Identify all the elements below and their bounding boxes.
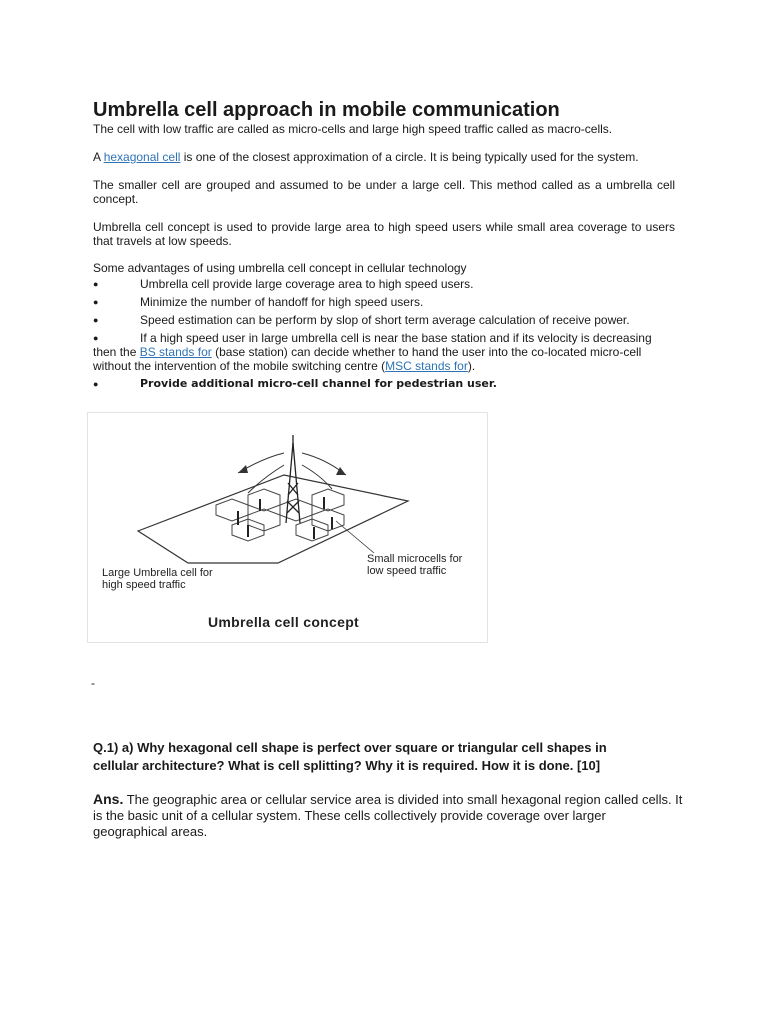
paragraph-hexagonal — [93, 150, 675, 164]
bullet4-part3: ). — [467, 359, 476, 373]
list-item-text: Umbrella cell provide large coverage area to high speed users. — [140, 277, 474, 291]
list-item — [93, 331, 675, 373]
paragraph-umbrella-grouping: The smaller cell are grouped and assumed to be under a large cell. This method called as a umbrella cell concept. — [93, 178, 675, 206]
label-small-microcells-line1: Small microcells for — [367, 553, 463, 565]
advantages-intro: Some advantages of using umbrella cell concept in cellular technology — [93, 261, 467, 275]
umbrella-cell-figure — [87, 412, 488, 643]
list-item — [93, 295, 675, 309]
list-item-text: Speed estimation can be perform by slop of short term average calculation of receive power. — [140, 313, 630, 327]
label-large-umbrella-cell — [102, 567, 213, 591]
bs-stands-for-link[interactable]: BS stands for — [139, 345, 212, 359]
bullet4-part1: If a high speed user in large umbrella cell is near the base station and if its velocity is decreasing then the — [93, 331, 652, 359]
list-item-text: Provide additional micro-cell channel for pedestrian user. — [140, 377, 497, 390]
list-item — [93, 313, 675, 327]
bullet-icon: ● — [93, 297, 99, 307]
list-item — [93, 277, 675, 291]
list-item — [93, 377, 675, 391]
bullet-icon: ● — [93, 333, 99, 343]
separator-dash: - — [91, 676, 95, 690]
label-large-umbrella-cell-line2: high speed traffic — [102, 579, 186, 591]
label-small-microcells-line2: low speed traffic — [367, 565, 447, 577]
document-body — [93, 98, 675, 395]
bullet-icon: ● — [93, 379, 99, 389]
page-title: Umbrella cell approach in mobile communication — [93, 99, 560, 121]
bullet4-part2: (base station) can decide whether to hand the user into the co-located micro-cell without the intervention of the mobile switching centre ( — [93, 345, 642, 373]
msc-stands-for-link[interactable]: MSC stands for — [385, 359, 468, 373]
list-item-text: Minimize the number of handoff for high speed users. — [140, 295, 424, 309]
paragraph-hexagonal-suffix: is one of the closest approximation of a circle. It is being typically used for the system. — [180, 150, 639, 164]
label-small-microcells — [367, 553, 462, 577]
paragraph-umbrella-usage: Umbrella cell concept is used to provide large area to high speed users while small area coverage to users that travels at low speeds. — [93, 220, 675, 248]
label-large-umbrella-cell-line1: Large Umbrella cell for — [102, 567, 213, 579]
list-item-text — [93, 331, 675, 373]
bullet-icon: ● — [93, 279, 99, 289]
advantages-list — [93, 277, 675, 391]
question-heading: Q.1) a) Why hexagonal cell shape is perfect over square or triangular cell shapes in cellular architecture? What is cell splitting? Why it is required. How it is done. [10] — [93, 740, 607, 773]
hexagonal-cell-link[interactable]: hexagonal cell — [103, 150, 181, 164]
bullet-icon: ● — [93, 315, 99, 325]
answer-paragraph — [93, 791, 683, 840]
umbrella-cell-diagram — [88, 413, 487, 642]
paragraph-cells-intro: The cell with low traffic are called as micro-cells and large high speed traffic called as macro-cells. — [93, 122, 613, 136]
paragraph-hexagonal-prefix: A — [93, 150, 104, 164]
figure-caption: Umbrella cell concept — [208, 614, 360, 630]
answer-lead: Ans. — [93, 791, 124, 807]
answer-text: The geographic area or cellular service area is divided into small hexagonal region called cells. It is the basic unit of a cellular system. These cells collectively provide coverage over larger geographical areas. — [93, 792, 683, 839]
